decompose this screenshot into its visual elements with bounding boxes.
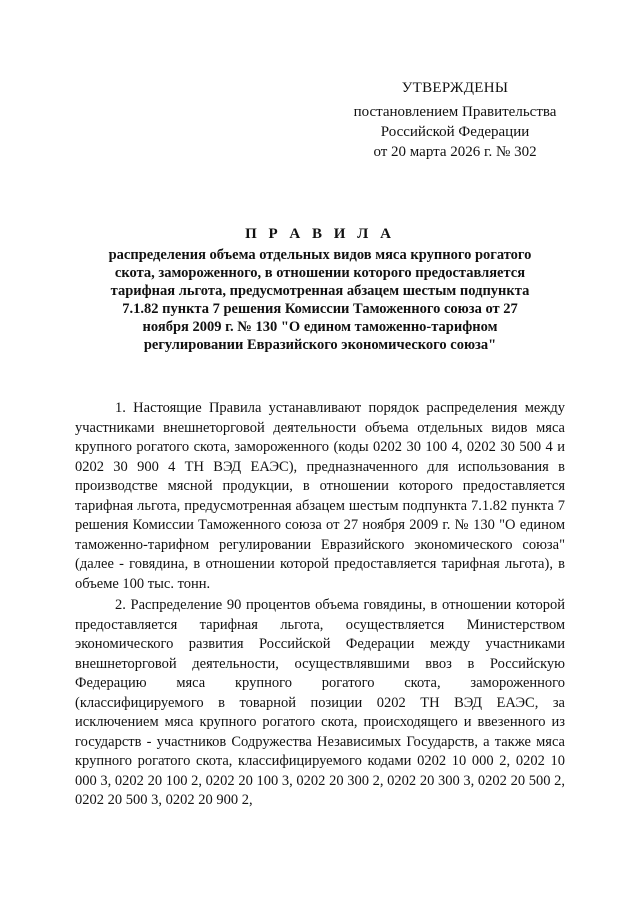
paragraph: 2. Распределение 90 процентов объема говядины, в отношении которой предоставляется тарифная льгота, осуществляется Министерством экономического развития Российской Федерации между участниками внешнеторговой деятельности, осуществлявшими ввоз в Российскую Федерацию мяса крупного рогатого скота, замороженного (классифицируемого в товарной позиции 0202 ТН ВЭД ЕАЭС, за исключением мяса крупного рогатого скота, происходящего и ввезенного из государств - участников Содружества Независимых Государств, а также мяса крупного рогатого скота, классифицируемого кодами 0202 10 000 2, 0202 10 000 3, 0202 20 100 2, 0202 20 100 3, 0202 20 300 2, 0202 20 300 3, 0202 20 500 2, 0202 20 500 3, 0202 20 900 2, [75, 597, 565, 808]
approval-line: постановлением Правительства [353, 104, 557, 120]
paragraph: 1. Настоящие Правила устанавливают порядок распределения между участниками внешнеторговой деятельности объема отдельных видов мяса крупного рогатого скота, замороженного (коды 0202 30 100 4, 0202 30 500 4 и 0202 30 900 4 ТН ВЭД ЕАЭС), предназначенного для использования в производстве мясной продукции, в отношении которого предоставляется тарифная льгота, предусмотренная абзацем шестым подпункта 7.1.82 пункта 7 решения Комиссии Таможенного союза от 27 ноября 2009 г. № 130 "О едином таможенно-тарифном регулировании Евразийского экономического союза" (далее - говядина, в отношении которой предоставляется тарифная льгота), в объеме 100 тыс. тонн. [75, 400, 565, 592]
document-body [75, 399, 565, 811]
document-title: П Р А В И Л А [245, 226, 395, 242]
approval-date-number: от 20 марта 2026 г. № 302 [373, 144, 537, 160]
approval-line: Российской Федерации [380, 124, 530, 140]
approval-title: УТВЕРЖДЕНЫ [401, 80, 509, 96]
document-subtitle: распределения объема отдельных видов мяса крупного рогатого скота, замороженного, в отношении которого предоставляется тарифная льгота, предусмотренная абзацем шестым подпункта 7.1.82 пункта 7 решения Комиссии Таможенного союза от 27 ноября 2009 г. № 130 "О едином таможенно-тарифном регулировании Евразийского экономического союза" [108, 247, 532, 353]
approval-block [330, 78, 580, 162]
